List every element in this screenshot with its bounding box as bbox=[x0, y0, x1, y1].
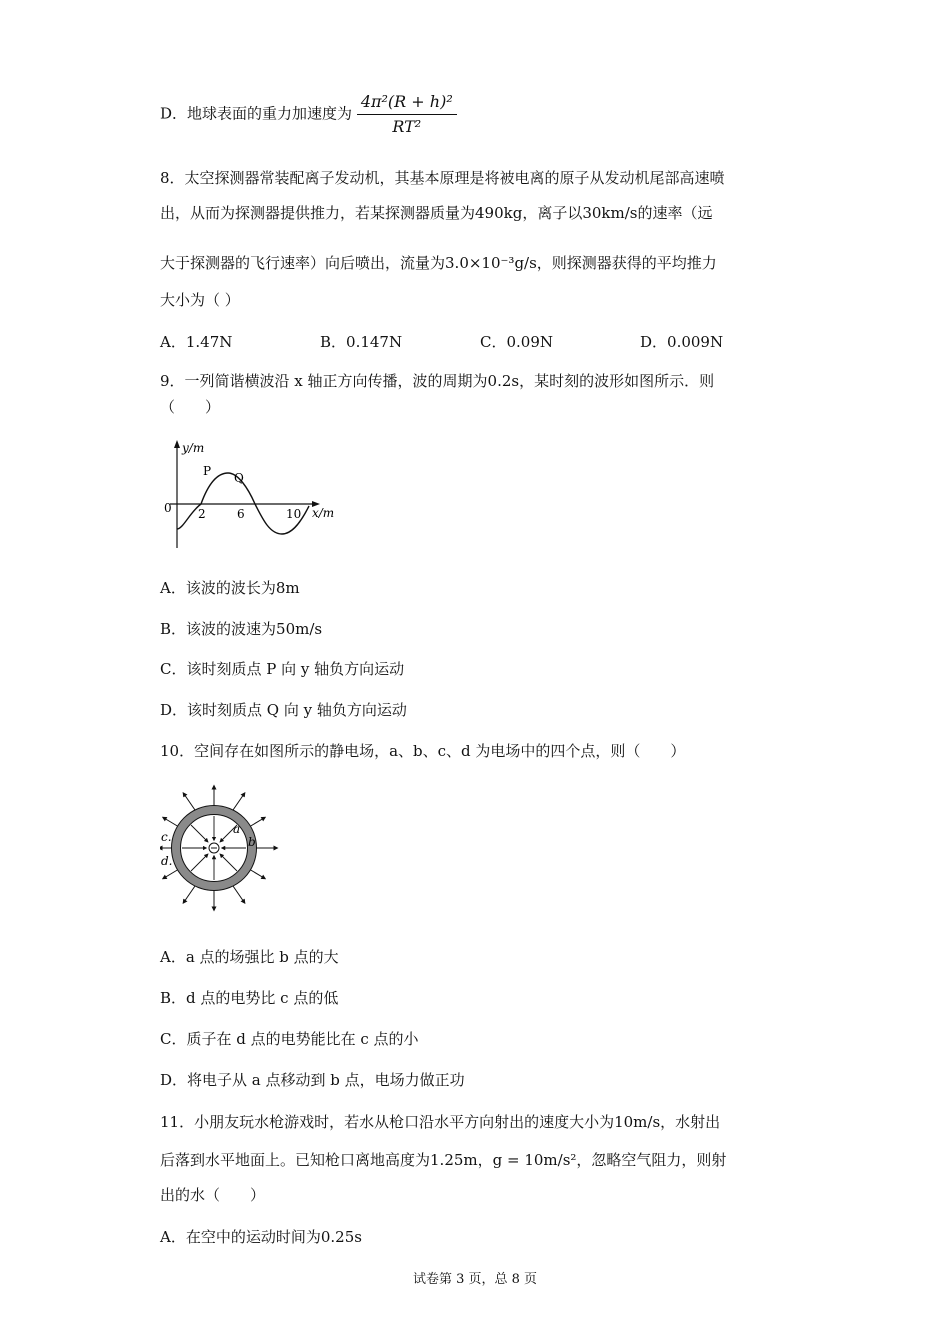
q11-stem-line3: 出的水（ ） bbox=[160, 1186, 266, 1204]
q7-option-d-text: D．地球表面的重力加速度为 bbox=[160, 104, 353, 123]
q8-stem-line2: 出，从而为探测器提供推力，若某探测器质量为490kg，离子以30km/s的速率（远 bbox=[160, 204, 713, 222]
q9-point-q-label: Q bbox=[234, 471, 244, 485]
q11-stem-line1: 11．小朋友玩水枪游戏时，若水从枪口沿水平方向射出的速度大小为10m/s，水射出 bbox=[160, 1113, 721, 1131]
q9-tick-10: 10 bbox=[286, 507, 302, 521]
q9-stem-line1: 9．一列简谐横波沿 x 轴正方向传播，波的周期为0.2s，某时刻的波形如图所示．则 bbox=[160, 372, 715, 390]
q10-label-d: d. bbox=[161, 854, 173, 868]
q9-origin-label: 0 bbox=[164, 501, 172, 515]
q9-option-d: D．该时刻质点 Q 向 y 轴负方向运动 bbox=[160, 701, 407, 719]
q8-option-b: B．0.147N bbox=[320, 333, 403, 351]
q9-y-label: y/m bbox=[182, 441, 205, 455]
q8-stem-line4: 大小为（ ） bbox=[160, 291, 240, 309]
q9-stem-line2: （ ） bbox=[160, 398, 221, 416]
q8-options bbox=[160, 331, 800, 352]
q10-label-b: b bbox=[248, 835, 256, 849]
q8-option-c: C．0.09N bbox=[480, 333, 554, 351]
q10-option-c: C．质子在 d 点的电势能比在 c 点的小 bbox=[160, 1030, 419, 1048]
q9-option-c: C．该时刻质点 P 向 y 轴负方向运动 bbox=[160, 660, 405, 678]
q10-label-a: a bbox=[233, 822, 241, 836]
q10-field-figure bbox=[160, 783, 290, 913]
q8-stem-line1: 8．太空探测器常装配离子发动机，其基本原理是将被电离的原子从发动机尾部高速喷 bbox=[160, 169, 725, 187]
q7-option-d-fraction bbox=[357, 92, 457, 137]
q8-option-d: D．0.009N bbox=[640, 333, 724, 351]
q10-option-a: A．a 点的场强比 b 点的大 bbox=[160, 948, 339, 966]
q10-stem: 10．空间存在如图所示的静电场，a、b、c、d 为电场中的四个点，则（ ） bbox=[160, 742, 686, 760]
q9-point-p-label: P bbox=[203, 464, 212, 478]
q9-tick-2: 2 bbox=[198, 507, 206, 521]
q9-x-label: x/m bbox=[312, 506, 335, 520]
q9-option-a: A．该波的波长为8m bbox=[160, 579, 300, 597]
q7-fraction-numerator: 4π²(R + h)² bbox=[357, 92, 457, 115]
q9-wave-figure bbox=[160, 438, 340, 553]
q9-tick-6: 6 bbox=[237, 507, 245, 521]
q7-option-d bbox=[160, 92, 457, 137]
q8-stem-line3: 大于探测器的飞行速率）向后喷出，流量为3.0×10⁻³g/s，则探测器获得的平均推力 bbox=[160, 254, 717, 272]
q11-option-a: A．在空中的运动时间为0.25s bbox=[160, 1228, 362, 1246]
q7-fraction-denominator: RT² bbox=[392, 117, 422, 136]
q9-option-b: B．该波的波速为50m/s bbox=[160, 620, 323, 638]
q10-option-d: D．将电子从 a 点移动到 b 点，电场力做正功 bbox=[160, 1071, 465, 1089]
q8-option-a: A．1.47N bbox=[160, 333, 233, 351]
q10-label-c: c. bbox=[161, 830, 172, 844]
q9-y-axis-arrow bbox=[174, 440, 180, 448]
q11-stem-line2: 后落到水平地面上。已知枪口离地高度为1.25m，g = 10m/s²，忽略空气阻力，则射 bbox=[160, 1151, 727, 1169]
q10-option-b: B．d 点的电势比 c 点的低 bbox=[160, 989, 339, 1007]
page-footer: 试卷第 3 页，总 8 页 bbox=[412, 1272, 538, 1287]
